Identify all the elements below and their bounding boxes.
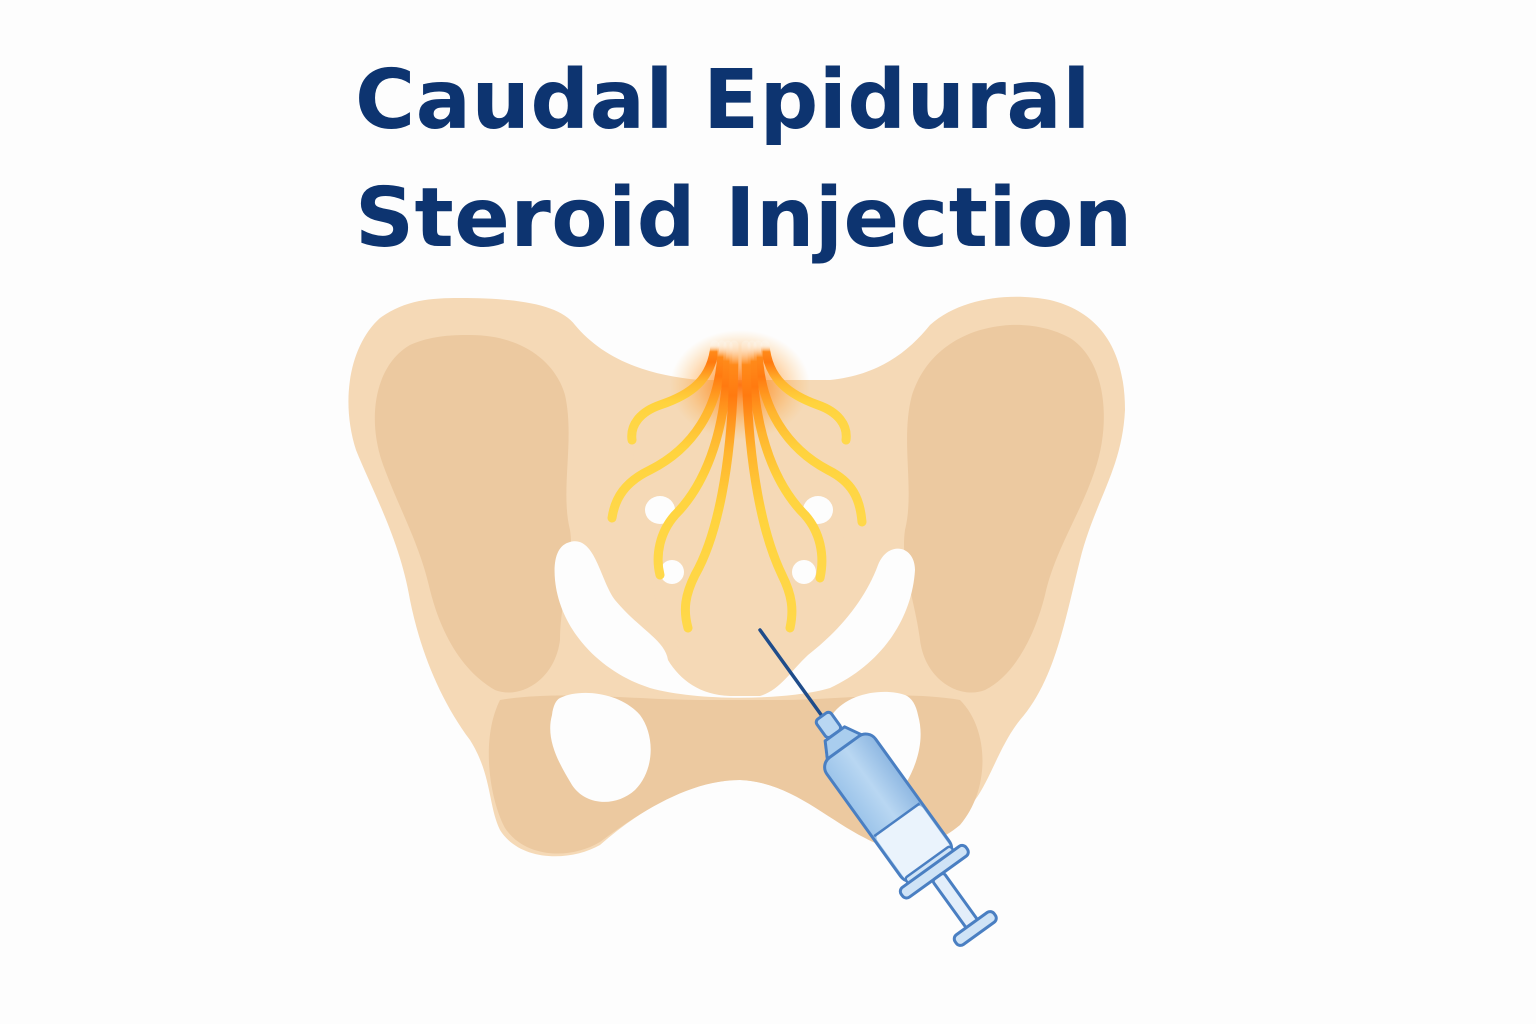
plunger-rod	[932, 872, 978, 929]
title-line-2: Steroid Injection	[355, 171, 1133, 266]
right-iliac-wing	[904, 325, 1104, 693]
title-line-1: Caudal Epidural	[355, 53, 1091, 148]
left-iliac-wing	[375, 335, 571, 693]
sacral-foramen-right-2	[792, 560, 816, 584]
